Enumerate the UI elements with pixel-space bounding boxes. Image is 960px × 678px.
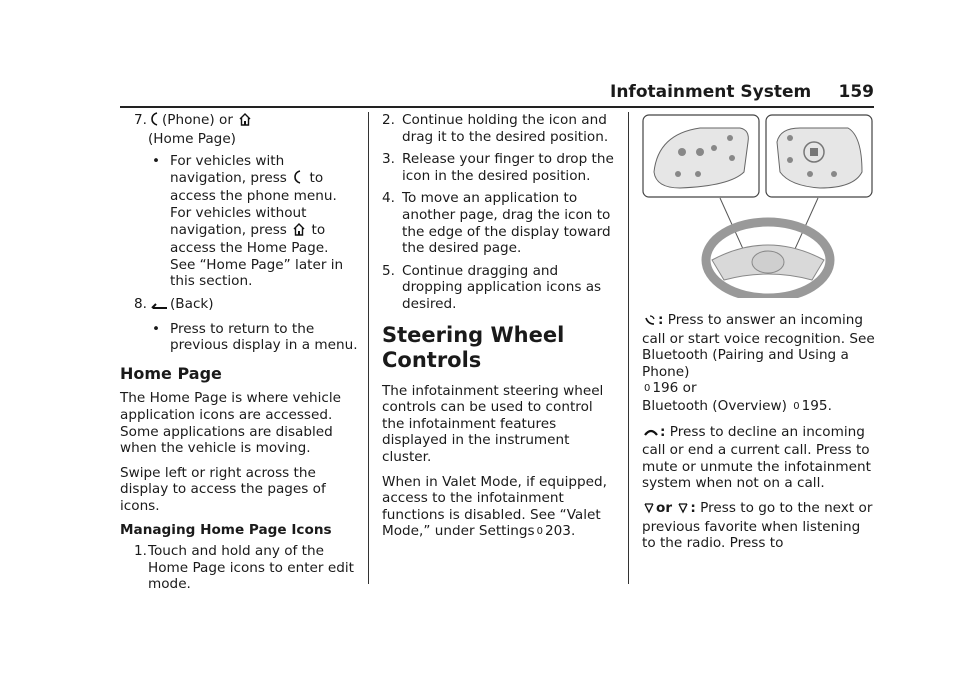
bullet-text-3: to access the Home Page. See “Home Page” later in this section.	[170, 221, 344, 290]
page-ref-icon: 0	[793, 400, 800, 412]
item-text: (Back)	[170, 295, 214, 312]
back-icon	[150, 298, 168, 315]
answer-call-paragraph	[642, 312, 876, 416]
item-text: (Phone) or	[162, 112, 233, 128]
item-number: 5.	[382, 262, 395, 279]
phone-icon	[150, 112, 160, 131]
home-page-heading: Home Page	[120, 363, 222, 383]
item-number: 2.	[382, 112, 395, 128]
bullet-text: For vehicles with navigation, press	[170, 153, 287, 186]
bullet: •	[152, 320, 161, 337]
page-ref: 196 or	[652, 380, 697, 397]
item-number: 8.	[134, 295, 147, 312]
list-item-4	[382, 190, 614, 256]
paragraph: The Home Page is where vehicle application icons are accessed. Some applications are disabled when the vehicle is moving.	[120, 390, 341, 457]
column-divider	[628, 112, 629, 584]
item-text: Continue holding the icon and drag it to the desired position.	[402, 112, 609, 145]
answer-text-2: Bluetooth (Overview)	[642, 397, 787, 414]
item-number: 7.	[134, 112, 147, 128]
column-divider	[368, 112, 369, 584]
favorite-down-icon	[678, 502, 688, 519]
answer-text: Press to answer an incoming call or start voice recognition. See Bluetooth (Pairing and Using a Phone)	[642, 312, 875, 380]
home-icon	[239, 113, 251, 131]
item-text-2: (Home Page)	[148, 130, 236, 147]
column-1	[120, 112, 358, 599]
page-ref-icon: 0	[536, 526, 543, 538]
item-number: 3.	[382, 151, 395, 168]
steering-wheel-figure	[640, 112, 874, 298]
bullet-item	[120, 153, 358, 290]
favorite-paragraph	[642, 500, 876, 552]
item-text: Continue dragging and dropping application icons as desired.	[402, 262, 602, 312]
phone-icon	[293, 170, 303, 189]
page-ref: 195.	[801, 397, 832, 414]
or-label: or	[656, 499, 673, 516]
list-item-5	[382, 263, 614, 313]
label-colon: :	[660, 423, 666, 440]
header-rule	[120, 106, 874, 108]
column-2	[382, 112, 614, 549]
steering-wheel-controls-heading: Steering Wheel Controls	[382, 322, 565, 372]
bullet-text: Press to return to the previous display in a menu.	[170, 320, 358, 354]
bullet-text-2: to access the phone menu. For vehicles without navigation, press	[170, 169, 337, 238]
item-text: To move an application to another page, drag the icon to the edge of the display toward the desired page.	[402, 190, 611, 257]
home-icon	[293, 223, 305, 241]
paragraph-text: When in Valet Mode, if equipped, access to the infotainment functions is disabled. See “Valet Mode,” under Settings	[382, 473, 607, 540]
label-colon: :	[690, 499, 696, 516]
item-text: Touch and hold any of the Home Page icons to enter edit mode.	[148, 543, 354, 593]
list-item-8	[120, 296, 358, 315]
page-ref-icon: 0	[644, 383, 651, 395]
item-number: 1.	[134, 543, 147, 560]
page-number: 159	[838, 82, 874, 102]
page-header	[610, 80, 874, 104]
column-3	[642, 312, 876, 560]
managing-icons-heading: Managing Home Page Icons	[120, 522, 332, 539]
paragraph: The infotainment steering wheel controls can be used to control the infotainment features displayed in the instrument cluster.	[382, 382, 604, 465]
bullet-item	[120, 321, 358, 354]
end-call-icon	[644, 426, 658, 443]
favorite-up-icon	[644, 502, 654, 519]
favorite-text: Press to go to the next or previous favorite when listening to the radio. Press to	[642, 499, 873, 552]
page-ref: 203.	[545, 523, 576, 540]
bullet: •	[152, 153, 161, 170]
item-text: Release your finger to drop the icon in the desired position.	[402, 151, 614, 184]
section-title: Infotainment System	[610, 82, 812, 102]
item-number: 4.	[382, 190, 395, 207]
list-item-1	[120, 543, 358, 593]
decline-text: Press to decline an incoming call or end a current call. Press to mute or unmute the infotainment system when not on a call.	[642, 423, 871, 492]
label-colon: :	[658, 312, 664, 328]
paragraph: Swipe left or right across the display to access the pages of icons.	[120, 464, 326, 514]
decline-call-paragraph	[642, 424, 876, 492]
phone-voice-icon	[644, 314, 656, 331]
list-item-2	[382, 112, 614, 145]
list-item-3	[382, 151, 614, 184]
list-item-7	[120, 112, 358, 147]
paragraph	[382, 474, 614, 541]
